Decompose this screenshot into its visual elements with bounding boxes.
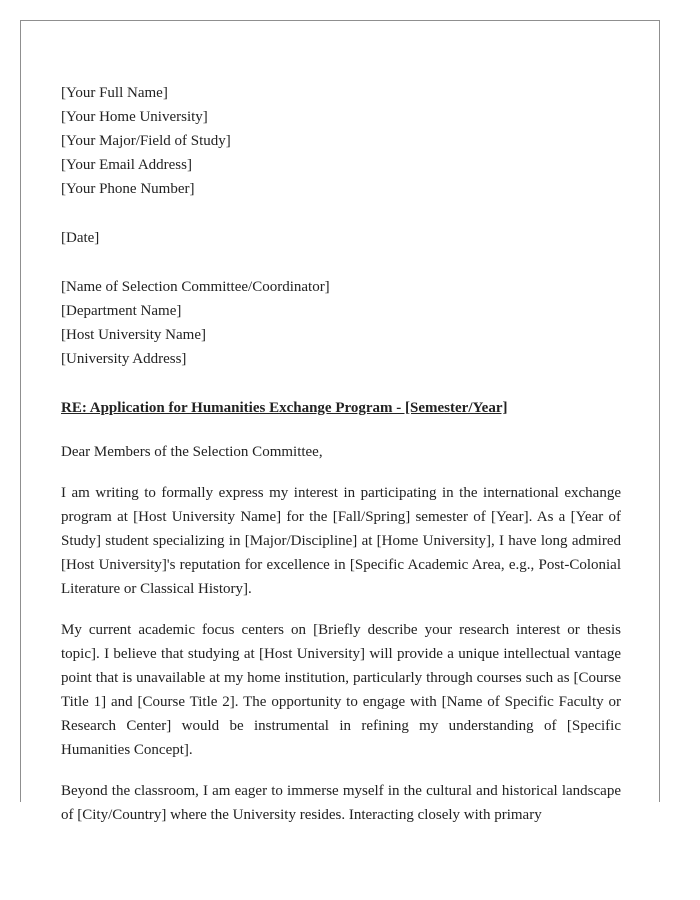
sender-email: [Your Email Address] xyxy=(61,157,192,173)
paragraph-academic-focus: My current academic focus centers on [Briefly describe your research interest or thesis topic]. I believe that studying at [Host University] will provide a unique intellectual vantage point that is unavailable at my home institution, particularly through courses such as [Course Title 1] and [Course Title 2]. The opportunity to engage with [Name of Specific Faculty or Research Center] would be instrumental in refining my understanding of [Specific Humanities Concept]. xyxy=(61,622,621,758)
sender-major: [Your Major/Field of Study] xyxy=(61,133,231,149)
salutation: Dear Members of the Selection Committee, xyxy=(61,444,323,460)
subject-line: RE: Application for Humanities Exchange Program - [Semester/Year] xyxy=(61,400,508,416)
paragraph-cultural: Beyond the classroom, I am eager to immerse myself in the cultural and historical landscape of [City/Country] where the University resides. Interacting closely with primary xyxy=(61,783,621,823)
paragraph-intro: I am writing to formally express my interest in participating in the international exchange program at [Host University Name] for the [Fall/Spring] semester of [Year]. As a [Year of Study] student specializing in [Major/Discipline] at [Home University], I have long admired [Host University]'s reputation for excellence in [Specific Academic Area, e.g., Post-Colonial Literature or Classical History]. xyxy=(61,485,621,597)
recipient-committee: [Name of Selection Committee/Coordinator] xyxy=(61,279,330,295)
recipient-university: [Host University Name] xyxy=(61,327,206,343)
letter-page xyxy=(20,20,660,823)
letter-body xyxy=(61,81,621,844)
sender-university: [Your Home University] xyxy=(61,109,208,125)
sender-phone: [Your Phone Number] xyxy=(61,181,195,197)
date-block xyxy=(61,226,621,250)
letter-date: [Date] xyxy=(61,230,100,246)
sender-name: [Your Full Name] xyxy=(61,85,168,101)
recipient-block xyxy=(61,275,621,371)
recipient-address: [University Address] xyxy=(61,351,187,367)
recipient-department: [Department Name] xyxy=(61,303,182,319)
sender-block xyxy=(61,81,621,201)
